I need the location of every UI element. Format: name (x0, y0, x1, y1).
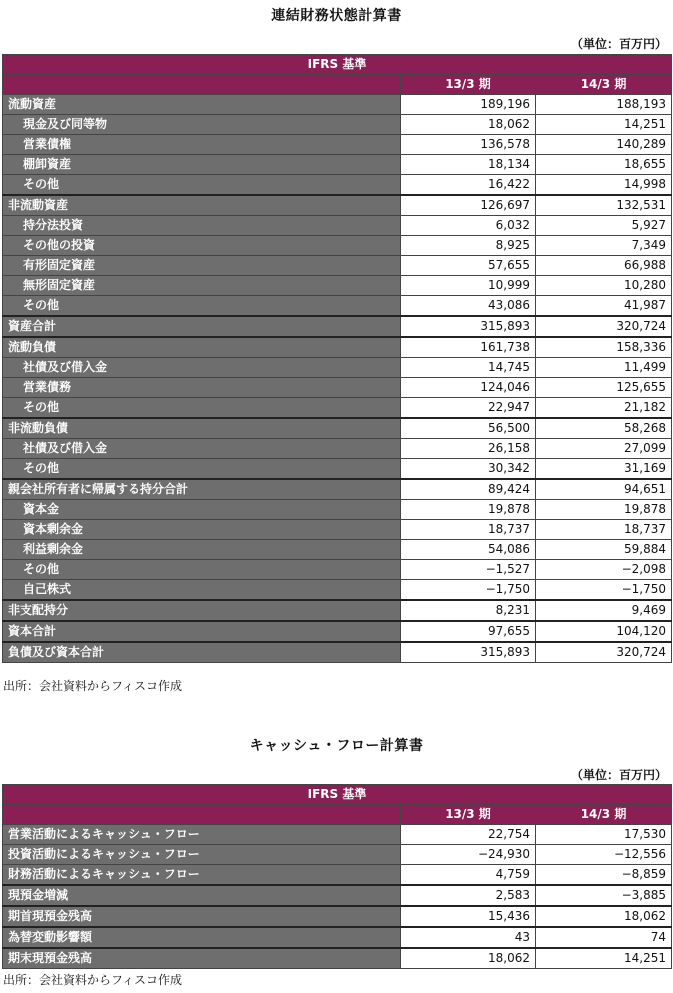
table-row (3, 825, 672, 845)
row-label: 資産合計 (3, 316, 401, 337)
period-header-1: 13/3 期 (401, 805, 536, 825)
value-period-2: 104,120 (536, 621, 672, 642)
value-period-1: −1,750 (401, 580, 536, 601)
value-period-2: 58,268 (536, 418, 672, 439)
table-row (3, 600, 672, 621)
value-period-1: 43 (401, 927, 536, 948)
value-period-1: 54,086 (401, 540, 536, 560)
value-period-1: 189,196 (401, 95, 536, 115)
value-period-1: 19,878 (401, 500, 536, 520)
value-period-1: 10,999 (401, 276, 536, 296)
period-header-row (3, 805, 672, 825)
row-label: 現預金増減 (3, 885, 401, 906)
value-period-2: 17,530 (536, 825, 672, 845)
header-row (3, 785, 672, 805)
value-period-2: −2,098 (536, 560, 672, 580)
row-label: その他 (3, 459, 401, 480)
value-period-2: −1,750 (536, 580, 672, 601)
value-period-2: 18,062 (536, 906, 672, 927)
table-row (3, 378, 672, 398)
value-period-2: 14,251 (536, 948, 672, 969)
row-label: 資本剰余金 (3, 520, 401, 540)
row-label: 期末現預金残高 (3, 948, 401, 969)
value-period-2: −3,885 (536, 885, 672, 906)
value-period-2: 27,099 (536, 439, 672, 459)
table-row (3, 540, 672, 560)
value-period-1: 18,134 (401, 155, 536, 175)
row-label: 利益剰余金 (3, 540, 401, 560)
value-period-1: 97,655 (401, 621, 536, 642)
row-label: 為替変動影響額 (3, 927, 401, 948)
period-header-2: 14/3 期 (536, 75, 672, 95)
value-period-2: 320,724 (536, 316, 672, 337)
row-label: 棚卸資産 (3, 155, 401, 175)
table-row (3, 439, 672, 459)
value-period-1: 18,062 (401, 948, 536, 969)
table-row (3, 398, 672, 419)
value-period-1: −24,930 (401, 845, 536, 865)
value-period-1: 315,893 (401, 642, 536, 663)
table-row (3, 135, 672, 155)
value-period-1: 22,754 (401, 825, 536, 845)
row-label: 営業活動によるキャッシュ・フロー (3, 825, 401, 845)
value-period-2: 125,655 (536, 378, 672, 398)
table-row (3, 865, 672, 886)
row-label: 期首現預金残高 (3, 906, 401, 927)
table-row (3, 948, 672, 969)
table-row (3, 256, 672, 276)
value-period-2: 21,182 (536, 398, 672, 419)
value-period-2: 14,998 (536, 175, 672, 196)
row-label: 非支配持分 (3, 600, 401, 621)
value-period-2: 5,927 (536, 216, 672, 236)
value-period-2: 320,724 (536, 642, 672, 663)
row-label: 流動負債 (3, 337, 401, 358)
value-period-2: 74 (536, 927, 672, 948)
value-period-2: 66,988 (536, 256, 672, 276)
table-row (3, 845, 672, 865)
value-period-2: −12,556 (536, 845, 672, 865)
row-label: 現金及び同等物 (3, 115, 401, 135)
period-header-1: 13/3 期 (401, 75, 536, 95)
balance-sheet-table (2, 54, 672, 663)
value-period-2: 59,884 (536, 540, 672, 560)
cash-flow-table (2, 784, 672, 969)
row-label: 流動資産 (3, 95, 401, 115)
value-period-1: 14,745 (401, 358, 536, 378)
value-period-2: 14,251 (536, 115, 672, 135)
table-row (3, 155, 672, 175)
table-row (3, 316, 672, 337)
row-label: その他 (3, 296, 401, 317)
row-label: 非流動負債 (3, 418, 401, 439)
period-header-2: 14/3 期 (536, 805, 672, 825)
table-row (3, 236, 672, 256)
value-period-2: 140,289 (536, 135, 672, 155)
cash-flow-title: キャッシュ・フロー計算書 (249, 738, 424, 754)
value-period-1: 89,424 (401, 479, 536, 500)
table-row (3, 337, 672, 358)
table-row (3, 276, 672, 296)
table-row (3, 296, 672, 317)
value-period-1: 8,231 (401, 600, 536, 621)
value-period-1: 56,500 (401, 418, 536, 439)
row-label: 有形固定資産 (3, 256, 401, 276)
value-period-1: 2,583 (401, 885, 536, 906)
row-label: その他 (3, 560, 401, 580)
table-row (3, 621, 672, 642)
table-row (3, 175, 672, 196)
value-period-1: 124,046 (401, 378, 536, 398)
period-header-row (3, 75, 672, 95)
table-row (3, 479, 672, 500)
value-period-2: 9,469 (536, 600, 672, 621)
row-label: 負債及び資本合計 (3, 642, 401, 663)
table-row (3, 459, 672, 480)
row-label: 投資活動によるキャッシュ・フロー (3, 845, 401, 865)
row-label: 持分法投資 (3, 216, 401, 236)
table-row (3, 885, 672, 906)
value-period-2: 19,878 (536, 500, 672, 520)
row-label: 資本合計 (3, 621, 401, 642)
row-label: 社債及び借入金 (3, 439, 401, 459)
value-period-1: 30,342 (401, 459, 536, 480)
value-period-1: 126,697 (401, 195, 536, 216)
value-period-1: 22,947 (401, 398, 536, 419)
row-label: 非流動資産 (3, 195, 401, 216)
value-period-1: 57,655 (401, 256, 536, 276)
value-period-1: 8,925 (401, 236, 536, 256)
value-period-2: 18,655 (536, 155, 672, 175)
cash-flow-unit: （単位：百万円） (570, 768, 667, 782)
value-period-2: 158,336 (536, 337, 672, 358)
value-period-1: −1,527 (401, 560, 536, 580)
row-label: 社債及び借入金 (3, 358, 401, 378)
value-period-1: 18,737 (401, 520, 536, 540)
value-period-2: 11,499 (536, 358, 672, 378)
table-row (3, 580, 672, 601)
table-row (3, 115, 672, 135)
table-row (3, 195, 672, 216)
standard-header: IFRS 基準 (3, 785, 672, 805)
value-period-1: 161,738 (401, 337, 536, 358)
table-row (3, 642, 672, 663)
row-label: その他の投資 (3, 236, 401, 256)
table-row (3, 560, 672, 580)
row-label: 営業債務 (3, 378, 401, 398)
row-label: 無形固定資産 (3, 276, 401, 296)
value-period-2: 10,280 (536, 276, 672, 296)
value-period-1: 18,062 (401, 115, 536, 135)
value-period-1: 43,086 (401, 296, 536, 317)
table-row (3, 927, 672, 948)
row-label: その他 (3, 398, 401, 419)
blank-header (3, 805, 401, 825)
value-period-1: 26,158 (401, 439, 536, 459)
row-label: 財務活動によるキャッシュ・フロー (3, 865, 401, 886)
value-period-1: 315,893 (401, 316, 536, 337)
cash-flow-source: 出所：会社資料からフィスコ作成 (3, 973, 183, 987)
value-period-2: −8,859 (536, 865, 672, 886)
standard-header: IFRS 基準 (3, 55, 672, 75)
value-period-1: 6,032 (401, 216, 536, 236)
table-row (3, 906, 672, 927)
row-label: 営業債権 (3, 135, 401, 155)
table-row (3, 520, 672, 540)
balance-sheet-source: 出所：会社資料からフィスコ作成 (3, 679, 183, 693)
table-row (3, 500, 672, 520)
value-period-2: 18,737 (536, 520, 672, 540)
balance-sheet-unit: （単位：百万円） (570, 37, 667, 51)
row-label: その他 (3, 175, 401, 196)
row-label: 親会社所有者に帰属する持分合計 (3, 479, 401, 500)
value-period-1: 4,759 (401, 865, 536, 886)
blank-header (3, 75, 401, 95)
value-period-1: 136,578 (401, 135, 536, 155)
balance-sheet-title: 連結財務状態計算書 (271, 8, 402, 24)
table-row (3, 358, 672, 378)
row-label: 自己株式 (3, 580, 401, 601)
table-row (3, 216, 672, 236)
value-period-2: 188,193 (536, 95, 672, 115)
header-row (3, 55, 672, 75)
row-label: 資本金 (3, 500, 401, 520)
table-row (3, 95, 672, 115)
value-period-2: 132,531 (536, 195, 672, 216)
table-row (3, 418, 672, 439)
value-period-2: 94,651 (536, 479, 672, 500)
value-period-1: 16,422 (401, 175, 536, 196)
value-period-2: 7,349 (536, 236, 672, 256)
value-period-2: 41,987 (536, 296, 672, 317)
value-period-1: 15,436 (401, 906, 536, 927)
value-period-2: 31,169 (536, 459, 672, 480)
